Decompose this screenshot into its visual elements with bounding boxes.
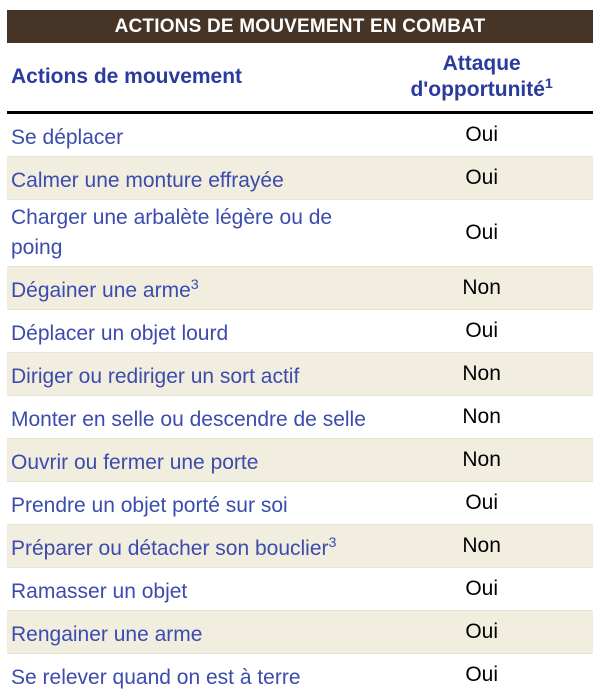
- action-cell: [7, 568, 370, 611]
- table-row: [7, 568, 593, 611]
- combat-movement-table: [7, 10, 593, 696]
- action-label: Se déplacer: [11, 126, 123, 149]
- attack-opportunity-value: Non: [370, 353, 593, 396]
- table-row: [7, 113, 593, 157]
- action-cell: [7, 396, 370, 439]
- column-header-attack-label: Attaque d'opportunité: [410, 52, 544, 101]
- action-cell: [7, 157, 370, 200]
- table-row: [7, 654, 593, 696]
- attack-opportunity-value: Oui: [370, 482, 593, 525]
- action-label: Dégainer une arme: [11, 279, 191, 302]
- attack-opportunity-value: Oui: [370, 113, 593, 157]
- attack-opportunity-value: Oui: [370, 611, 593, 654]
- table-row: [7, 525, 593, 568]
- action-cell: [7, 200, 370, 267]
- action-cell: [7, 482, 370, 525]
- footnote-ref-1: 1: [545, 76, 553, 92]
- table-row: [7, 482, 593, 525]
- action-cell: [7, 267, 370, 310]
- action-cell: [7, 439, 370, 482]
- table-row: [7, 310, 593, 353]
- action-cell: [7, 113, 370, 157]
- table-row: [7, 267, 593, 310]
- rules-table: [7, 43, 593, 696]
- table-row: [7, 611, 593, 654]
- action-label: Ramasser un objet: [11, 580, 187, 603]
- attack-opportunity-value: Non: [370, 396, 593, 439]
- action-cell: [7, 525, 370, 568]
- footnote-ref: 3: [329, 535, 337, 551]
- action-label: Se relever quand on est à terre: [11, 666, 301, 689]
- attack-opportunity-value: Oui: [370, 654, 593, 696]
- action-label: Ouvrir ou fermer une porte: [11, 451, 258, 474]
- attack-opportunity-value: Non: [370, 525, 593, 568]
- table-title: ACTIONS DE MOUVEMENT EN COMBAT: [7, 10, 593, 43]
- action-label: Calmer une monture effrayée: [11, 169, 284, 192]
- action-label: Rengainer une arme: [11, 623, 202, 646]
- table-row: [7, 200, 593, 267]
- column-header-actions-label: Actions de mouvement: [11, 65, 242, 88]
- action-label: Diriger ou rediriger un sort actif: [11, 365, 299, 388]
- attack-opportunity-value: Oui: [370, 157, 593, 200]
- action-label: Charger une arbalète légère ou de poing: [11, 206, 332, 259]
- action-cell: [7, 310, 370, 353]
- table-row: [7, 353, 593, 396]
- table-row: [7, 157, 593, 200]
- action-cell: [7, 654, 370, 696]
- action-label: Déplacer un objet lourd: [11, 322, 228, 345]
- column-header-attack: [370, 43, 593, 113]
- action-label: Monter en selle ou descendre de selle: [11, 408, 366, 431]
- header-row: [7, 43, 593, 113]
- attack-opportunity-value: Oui: [370, 200, 593, 267]
- attack-opportunity-value: Oui: [370, 310, 593, 353]
- action-cell: [7, 611, 370, 654]
- attack-opportunity-value: Non: [370, 267, 593, 310]
- action-label: Prendre un objet porté sur soi: [11, 494, 288, 517]
- table-row: [7, 396, 593, 439]
- table-row: [7, 439, 593, 482]
- attack-opportunity-value: Oui: [370, 568, 593, 611]
- action-label: Préparer ou détacher son bouclier: [11, 537, 329, 560]
- action-cell: [7, 353, 370, 396]
- attack-opportunity-value: Non: [370, 439, 593, 482]
- footnote-ref: 3: [191, 277, 199, 293]
- column-header-actions: [7, 43, 370, 113]
